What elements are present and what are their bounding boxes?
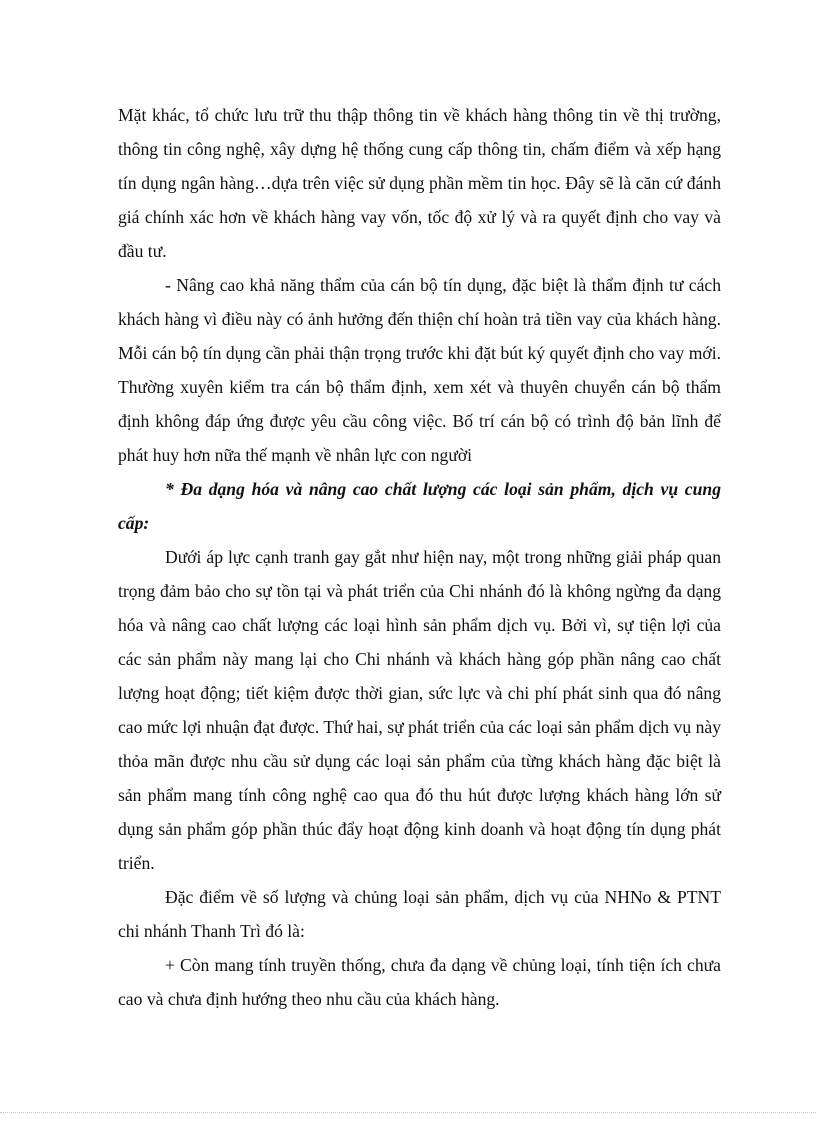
paragraph-product-characteristics: Đặc điểm về số lượng và chủng loại sản phẩm, dịch vụ của NHNo & PTNT chi nhánh Thanh Trì đó là: [118, 887, 721, 941]
section-heading-products: * Đa dạng hóa và nâng cao chất lượng các loại sản phẩm, dịch vụ cung cấp: [118, 479, 721, 533]
document-body [118, 98, 721, 1016]
paragraph-credit-staff: - Nâng cao khả năng thẩm của cán bộ tín dụng, đặc biệt là thẩm định tư cách khách hàng vì điều này có ảnh hưởng đến thiện chí hoàn trả tiền vay của khách hàng. Mỗi cán bộ tín dụng cần phải thận trọng trước khi đặt bút ký quyết định cho vay mới. Thường xuyên kiểm tra cán bộ thẩm định, xem xét và thuyên chuyển cán bộ thẩm định không đáp ứng được yêu cầu công việc. Bố trí cán bộ có trình độ bản lĩnh để phát huy hơn nữa thế mạnh về nhân lực con người [118, 275, 721, 465]
paragraph-product-diversification: Dưới áp lực cạnh tranh gay gắt như hiện nay, một trong những giải pháp quan trọng đảm bảo cho sự tồn tại và phát triển của Chi nhánh đó là không ngừng đa dạng hóa và nâng cao chất lượng các loại hình sản phẩm dịch vụ. Bởi vì, sự tiện lợi của các sản phẩm này mang lại cho Chi nhánh và khách hàng góp phần nâng cao chất lượng hoạt động; tiết kiệm được thời gian, sức lực và chi phí phát sinh qua đó nâng cao mức lợi nhuận đạt được. Thứ hai, sự phát triển của các loại sản phẩm dịch vụ này thỏa mãn được nhu cầu sử dụng các loại sản phẩm của từng khách hàng đặc biệt là sản phẩm mang tính công nghệ cao qua đó thu hút được lượng khách hàng lớn sử dụng sản phẩm góp phần thúc đẩy hoạt động kinh doanh và hoạt động tín dụng phát triển. [118, 547, 721, 873]
paragraph-information-storage: Mặt khác, tổ chức lưu trữ thu thập thông tin về khách hàng thông tin về thị trường, thông tin công nghệ, xây dựng hệ thống cung cấp thông tin, chấm điểm và xếp hạng tín dụng ngân hàng…dựa trên việc sử dụng phần mềm tin học. Đây sẽ là căn cứ đánh giá chính xác hơn về khách hàng vay vốn, tốc độ xử lý và ra quyết định cho vay và đầu tư. [118, 105, 721, 261]
page-bottom-divider [0, 1112, 816, 1113]
paragraph-traditional-products: + Còn mang tính truyền thống, chưa đa dạng về chủng loại, tính tiện ích chưa cao và chưa định hướng theo nhu cầu của khách hàng. [118, 955, 721, 1009]
